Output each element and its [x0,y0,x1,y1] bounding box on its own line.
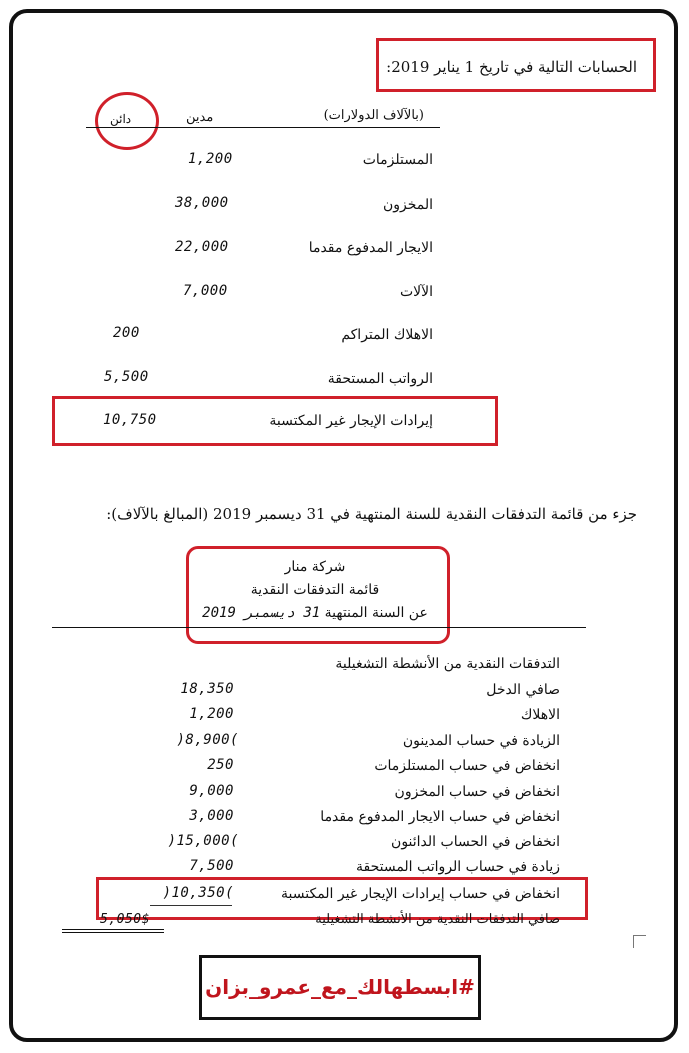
section1-title: الحسابات التالية في تاريخ 1 يناير 2019: [386,58,637,76]
row-value: )10,350( [162,885,234,901]
row-label: الاهلاك [520,707,560,723]
statement-header-rule [52,627,586,628]
row-credit: 200 [113,325,140,341]
row-label: الايجار المدفوع مقدما [308,240,433,256]
row-label: إيرادات الإيجار غير المكتسبة [269,413,433,429]
hashtag-box [199,955,481,1020]
row-credit: 10,750 [103,412,157,428]
company-name: شركة منار [284,559,346,575]
row-credit: 5,500 [104,369,149,385]
operating-heading: التدفقات النقدية من الأنشطة التشغيلية [335,656,560,672]
row-value: 7,500 [189,858,234,874]
statement-period [190,605,440,621]
row-debit: 38,000 [175,195,229,211]
row-value: 250 [207,757,234,773]
row-label: المخزون [382,197,433,213]
row-label: انخفاض في حساب إيرادات الإيجار غير المكتسبة [281,886,560,902]
row-label: انخفاض في حساب المستلزمات [374,758,560,774]
section2-intro: جزء من قائمة التدفقات النقدية للسنة المنتهية في 31 ديسمبر 2019 (المبالغ بالآلاف): [106,505,637,523]
total-value: 5,050$ [100,912,150,927]
header-underline [86,127,440,128]
row-debit: 7,000 [183,283,228,299]
row-value: 18,350 [180,681,234,697]
row-value: )8,900( [176,732,239,748]
total-double-underline-1 [62,929,164,930]
total-double-underline-2 [62,932,164,933]
column-header-label: (بالآلاف الدولارات) [323,108,424,123]
column-header-debit: مدين [186,110,214,125]
row-value: 1,200 [189,706,234,722]
statement-name: قائمة التدفقات النقدية [250,582,380,598]
column-header-credit: دائن [110,112,132,126]
credit-circle-highlight [95,92,159,150]
period-date: 31 ديسمبر 2019 [202,605,321,621]
hashtag-text: #ابسطهالك_مع_عمرو_بزان [205,975,475,999]
row-label: الآلات [399,284,433,300]
row-label: انخفاض في حساب المخزون [394,784,560,800]
row-value: )15,000( [167,833,239,849]
row-label: الاهلاك المتراكم [341,327,433,343]
period-text: عن السنة المنتهية [324,605,428,621]
row-label: انخفاض في الحساب الدائنون [391,834,560,850]
total-label: صافي التدفقات النقدية من الأنشطة التشغيلية [315,912,560,927]
row-label: المستلزمات [362,152,433,168]
row-label: الزيادة في حساب المدينون [402,733,560,749]
row-debit: 1,200 [188,151,233,167]
row-label: انخفاض في حساب الايجار المدفوع مقدما [320,809,560,825]
row-label: صافي الدخل [486,682,560,698]
row-debit: 22,000 [175,239,229,255]
row-value: 3,000 [189,808,234,824]
unearned-rent-highlight-box [52,396,498,446]
page-corner-mark [633,935,646,948]
row-label: الرواتب المستحقة [327,371,433,387]
row-label: زيادة في حساب الرواتب المستحقة [355,859,560,875]
row-value: 9,000 [189,783,234,799]
